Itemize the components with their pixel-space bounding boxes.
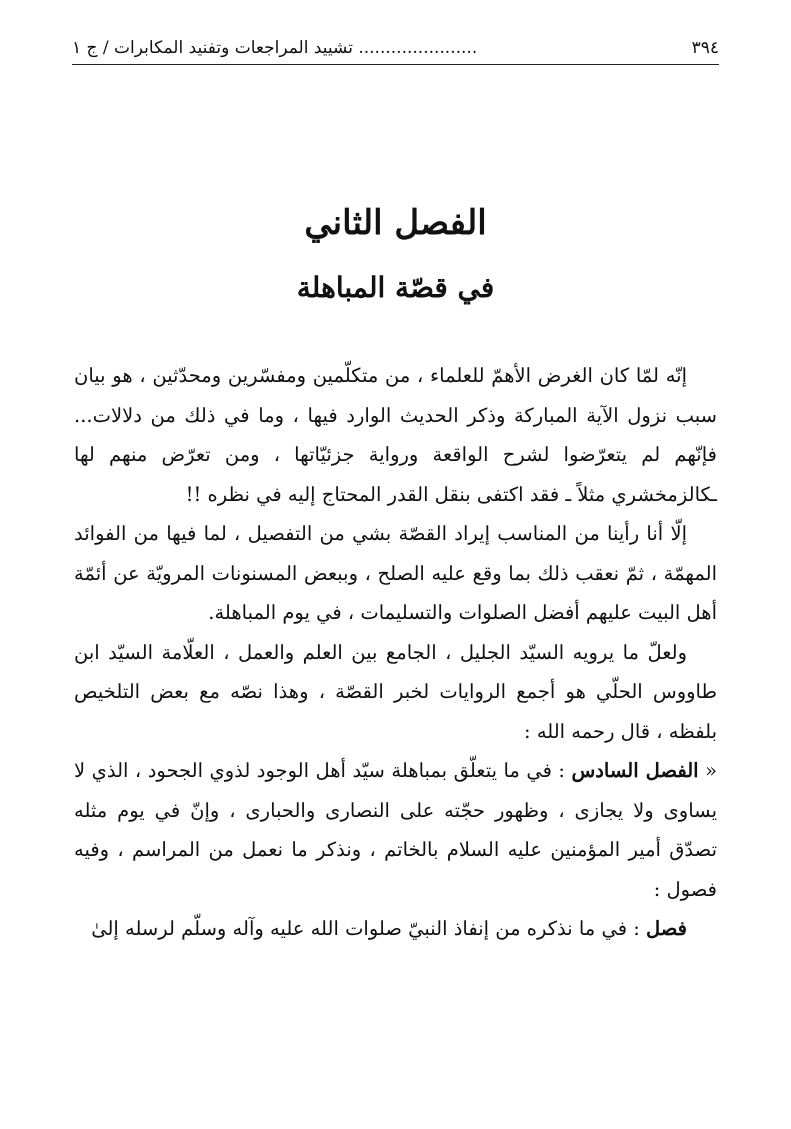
section-heading-fasl: فصل [646, 917, 687, 940]
paragraph-5-text: : في ما نذكره من إنفاذ النبيّ صلوات الله عليه وآله وسلّم لرسله إلىٰ [91, 917, 640, 940]
running-header [72, 34, 719, 65]
paragraph-4-quote [74, 751, 717, 909]
section-heading-sixth: الفصل السادس [571, 759, 699, 782]
page-number: ٣٩٤ [691, 38, 719, 58]
chapter-title: الفصل الثاني [304, 203, 487, 243]
body-text [74, 356, 717, 949]
paragraph-3: ولعلّ ما يرويه السيّد الجليل ، الجامع بين العلم والعمل ، العلّامة السيّد ابن طاووس الحلّي هو أجمع الروايات لخبر القصّة ، وهذا نصّه مع بعض التلخيص بلفظه ، قال رحمه الله : [74, 640, 717, 743]
leader-dots: ...................... [358, 38, 478, 58]
paragraph-5 [74, 909, 717, 949]
paragraph-2: إلّا أنا رأينا من المناسب إيراد القصّة بشي من التفصيل ، لما فيها من الفوائد المهمّة ، ثمّ نعقب ذلك بما وقع عليه الصلح ، وببعض المسنونات المرويّة عن أئمّة أهل البيت عليهم أفضل الصلوات والتسليمات ، في يوم المباهلة. [74, 522, 717, 624]
running-title-line [72, 34, 477, 62]
chapter-subtitle: في قصّة المباهلة [296, 271, 495, 304]
paragraph-1: إنّه لمّا كان الغرض الأهمّ للعلماء ، من متكلّمين ومفسّرين ومحدّثين ، هو بيان سبب نزول الآية المباركة وذكر الحديث الوارد فيها ، وما في ذلك من دلالات... فإنّهم لم يتعرّضوا لشرح الواقعة ورواية جزئيّاتها ، ومن تعرّض منهم لها ـكالزمخشري مثلاً ـ فقد اكتفى بنقل القدر المحتاج إليه في نظره !! [74, 364, 717, 506]
quote-open: « [705, 759, 718, 782]
paragraph-4-text: : في ما يتعلّق بمباهلة سيّد أهل الوجود لذوي الجحود ، الذي لا يساوى ولا يجازى ، وظهور حجّته على النصارى والحبارى ، وإنّ في يوم مثله تصدّق أمير المؤمنين عليه السلام بالخاتم ، ونذكر ما نعمل من المراسم ، وفيه فصول : [74, 759, 717, 901]
running-title: تشييد المراجعات وتفنيد المكابرات / ج ١ [72, 38, 353, 58]
